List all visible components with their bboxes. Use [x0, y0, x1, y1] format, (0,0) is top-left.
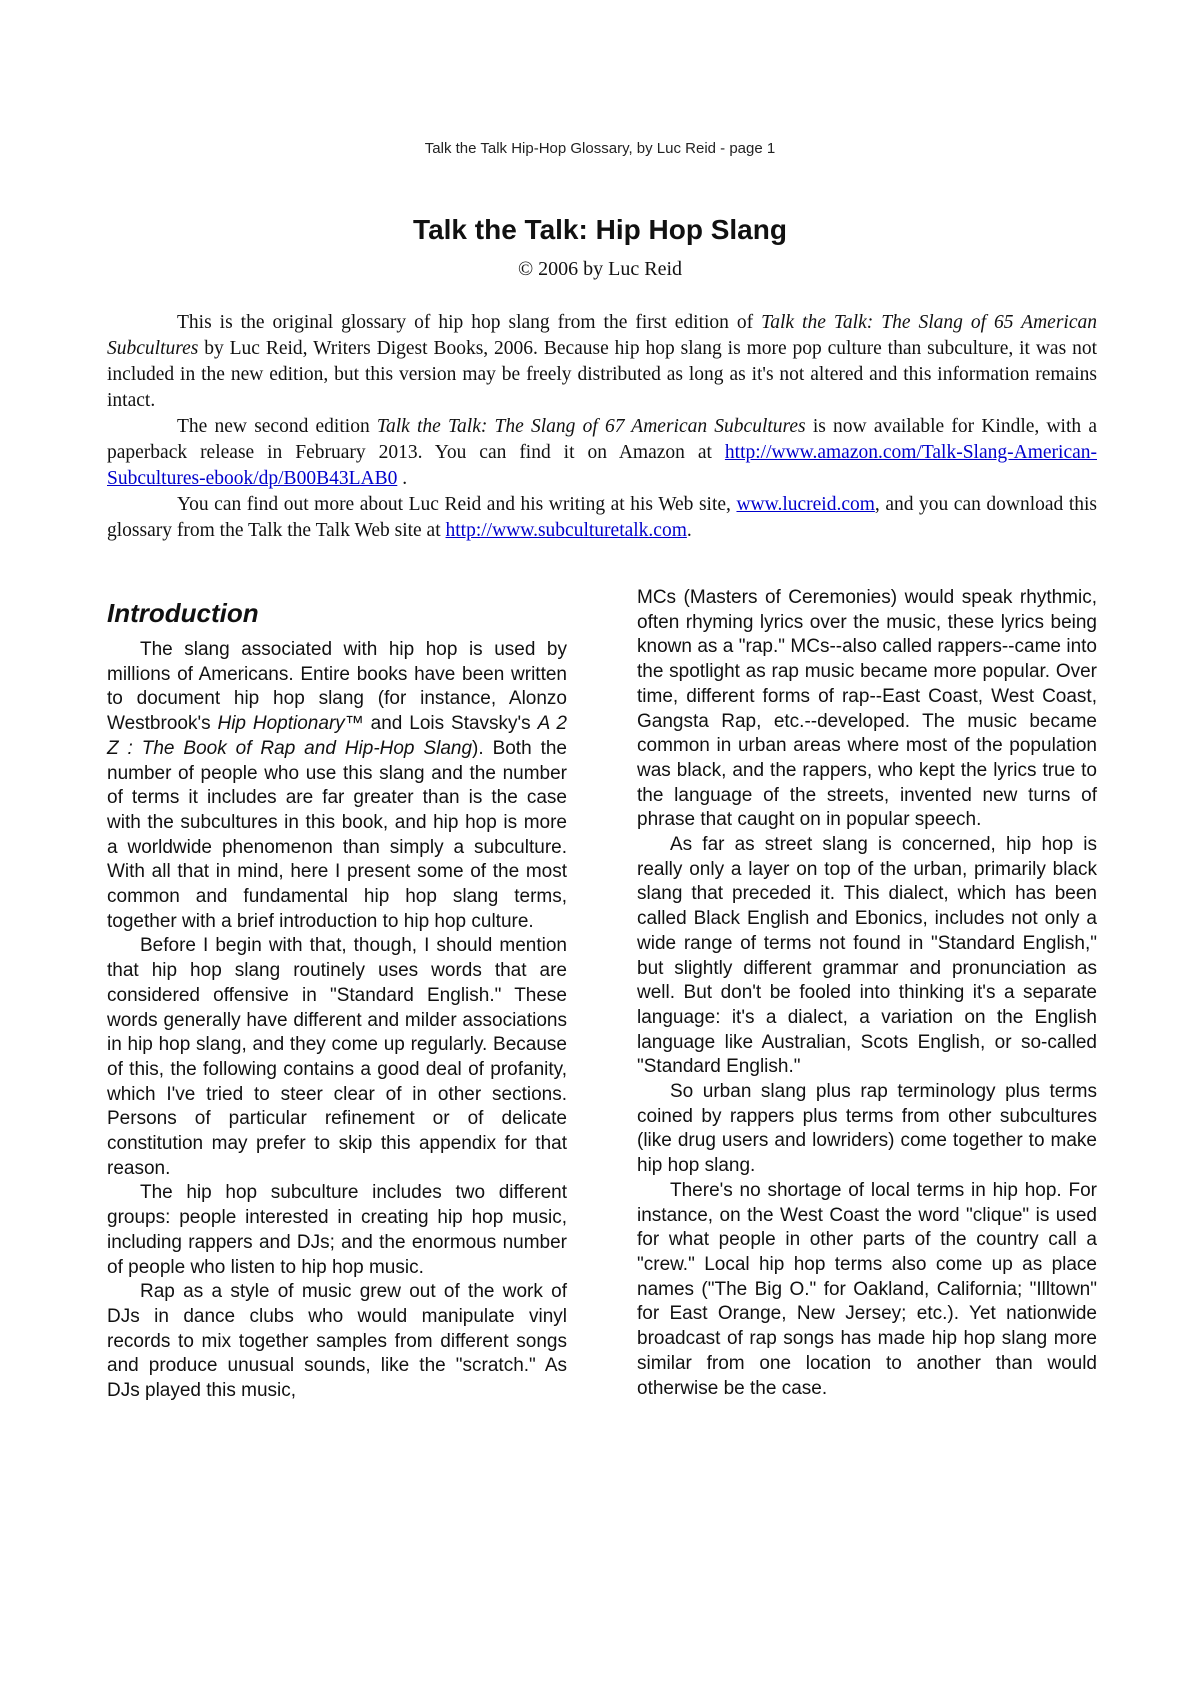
book-title-first-edition: Talk the Talk: The Slang of 65 American Subcultures: [107, 312, 1097, 359]
intro-paragraph-2: Before I begin with that, though, I should mention that hip hop slang routinely uses words that are considered offensive in "Standard English." These words generally have different and milder associations in hip hop slang, and they come up regularly. Because of this, the following contains a good deal of profanity, which I've tried to steer clear of in other sections. Persons of particular refinement or of delicate constitution may prefer to skip this appendix for that reason.: [107, 935, 567, 1179]
book-title-hip-hoptionary: Hip Hoptionary™: [217, 713, 364, 735]
body-text: and Lois Stavsky's: [363, 713, 538, 735]
preface-paragraph-2: [107, 414, 1097, 492]
book-title-second-edition: Talk the Talk: The Slang of 67 American Subcultures: [376, 416, 806, 437]
intro-paragraph-continued: MCs (Masters of Ceremonies) would speak rhythmic, often rhyming lyrics over the music, these lyrics being known as a "rap." MCs--also called rappers--came into the spotlight as rap music became more popular. Over time, different forms of rap--East Coast, West Coast, Gangsta Rap, etc.--developed. The music became common in urban areas where most of the population was black, and the rappers, who kept the lyrics true to the language of the streets, invented new turns of phrase that caught on in popular speech.: [637, 587, 1097, 831]
amazon-link[interactable]: http://www.amazon.com/Talk-Slang-American-Subcultures-ebook/dp/B00B43LAB0: [107, 442, 1097, 489]
running-header: Talk the Talk Hip-Hop Glossary, by Luc Reid - page 1: [424, 140, 776, 157]
intro-paragraph-5: As far as street slang is concerned, hip hop is really only a layer on top of the urban, primarily black slang that preceded it. This dialect, which has been called Black English and Ebonics, includes not only a wide range of terms not found in "Standard English," but slightly different grammar and pronunciation as well. But don't be fooled into thinking it's a separate language: it's a dialect, a variation on the English language like Australian, Scots English, or so-called "Standard English.": [637, 834, 1097, 1078]
intro-paragraph-1: [107, 638, 567, 934]
preface-text: .: [686, 520, 692, 541]
intro-paragraph-6: So urban slang plus rap terminology plus terms coined by rappers plus terms from other subcultures (like drug users and lowriders) come together to make hip hop slang.: [637, 1081, 1097, 1177]
preface-text: .: [397, 468, 408, 489]
preface-paragraph-3: [107, 492, 1097, 544]
left-column: [107, 638, 567, 1404]
preface-paragraph-1: [107, 310, 1097, 414]
preface-text: by Luc Reid, Writers Digest Books, 2006. Because hip hop slang is more pop culture than subculture, it was not included in the new edition, but this version may be freely distributed as long as it's not altered and this information remains intact.: [107, 338, 1097, 411]
preface-text: This is the original glossary of hip hop slang from the first edition of: [177, 312, 762, 333]
introduction-heading: Introduction: [107, 598, 259, 628]
intro-paragraph-3: The hip hop subculture includes two different groups: people interested in creating hip hop music, including rappers and DJs; and the enormous number of people who listen to hip hop music.: [107, 1182, 567, 1278]
copyright-line: © 2006 by Luc Reid: [517, 258, 683, 280]
intro-paragraph-4: Rap as a style of music grew out of the work of DJs in dance clubs who would manipulate vinyl records to mix together samples from different songs and produce unusual sounds, like the "scratch." As DJs played this music,: [107, 1281, 567, 1402]
preface-text: The new second edition: [177, 416, 377, 437]
preface: [107, 310, 1097, 544]
lucreid-site-link[interactable]: www.lucreid.com: [736, 494, 875, 515]
book-title-a2z: A 2 Z : The Book of Rap and Hip-Hop Slang: [107, 713, 567, 759]
preface-text: , and you can download this glossary from the Talk the Talk Web site at: [107, 494, 1098, 541]
body-text: The slang associated with hip hop is used by millions of Americans. Entire books have been written to document hip hop slang (for instance, Alonzo Westbrook's: [107, 639, 567, 735]
preface-text: is now available for Kindle, with a paperback release in February 2013. You can find it on Amazon at: [107, 416, 1097, 463]
body-text: ). Both the number of people who use this slang and the number of terms it includes are far greater than is the case with the subcultures in this book, and hip hop is more a worldwide phenomenon than simply a subculture. With all that in mind, here I present some of the most common and fundamental hip hop slang terms, together with a brief introduction to hip hop culture.: [107, 737, 567, 932]
subculturetalk-link[interactable]: http://www.subculturetalk.com: [445, 520, 687, 541]
page-title: Talk the Talk: Hip Hop Slang: [413, 214, 787, 245]
preface-text: You can find out more about Luc Reid and his writing at his Web site,: [177, 494, 737, 515]
right-column: [637, 586, 1097, 1401]
intro-paragraph-7: There's no shortage of local terms in hip hop. For instance, on the West Coast the word "clique" is used for what people in other parts of the country call a "crew." Local hip hop terms also come up as place names ("The Big O." for Oakland, California; "Illtown" for East Orange, New Jersey; etc.). Yet nationwide broadcast of rap songs has made hip hop slang more similar from one location to another than would otherwise be the case.: [637, 1179, 1097, 1399]
